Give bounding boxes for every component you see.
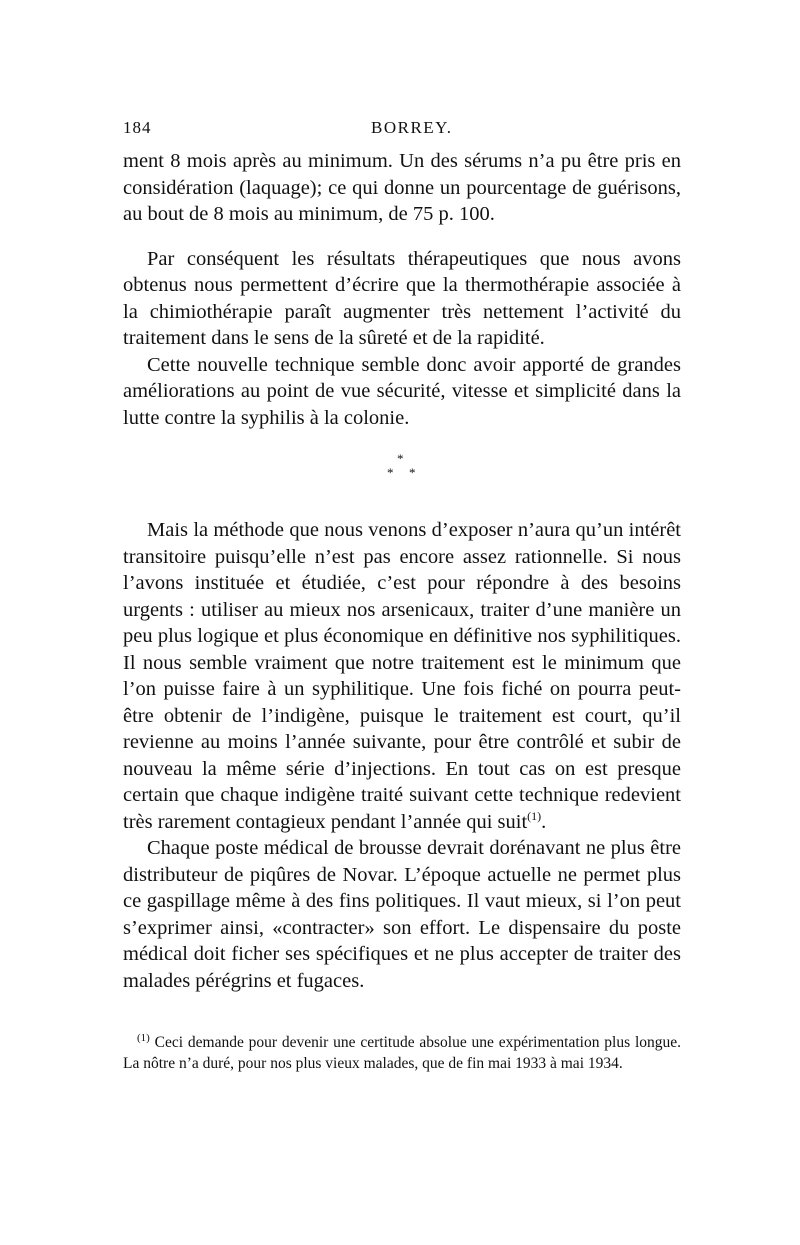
page-header	[123, 118, 681, 148]
footnote-text: Ceci demande pour devenir une certitude absolue une expérimentation plus longue. La nôtre n’a duré, pour nos plus vieux malades, que de fin mai 1933 à mai 1934.	[123, 1034, 682, 1072]
paragraph-continuation: ment 8 mois après au minimum. Un des sérums n’a pu être pris en considération (laquage); ce qui donne un pourcentage de guérisons, au bout de 8 mois au minimum, de 75 p. 100.	[123, 150, 681, 225]
footnote	[123, 1032, 681, 1074]
sentence-end: .	[541, 810, 547, 833]
section-asterism	[123, 431, 681, 517]
paragraph-results: Par conséquent les résultats thérapeutiques que nous avons obtenus nous permettent d’écrire que la thermothérapie associée à la chimiothérapie paraît augmenter très nettement l’activité du traitement dans le sens de la sûreté et de la rapidité.	[123, 247, 681, 349]
book-page	[123, 118, 681, 1074]
running-head: BORREY.	[371, 118, 453, 137]
paragraph-method-text: Mais la méthode que nous venons d’exposer n’aura qu’un intérêt transitoire puisqu’elle n’est pas encore assez rationnelle. Si nous l’avons instituée et étudiée, c’est pour répondre à des besoins urgents : utiliser au mieux nos arsenicaux, traiter d’une manière un peu plus logique et plus économique en définitive nos syphilitiques. Il nous semble vraiment que notre traitement est le minimum que l’on puisse faire à un syphilitique. Une fois fiché on pourra peut-être obtenir de l’indigène, puisque le traitement est court, qu’il revienne au moins l’année suivante, pour être contrôlé et subir de nouveau la même série d’injections. En tout cas on est presque certain que chaque indigène traité suivant cette technique redevient très rarement contagieux pendant l’année qui suit	[123, 519, 681, 833]
paragraph-technique: Cette nouvelle technique semble donc avoir apporté de grandes améliorations au point de vue sécurité, vitesse et simplicité dans la lutte contre la syphilis à la colonie.	[123, 353, 681, 429]
page-number: 184	[123, 118, 152, 137]
footnote-reference: (1)	[527, 808, 542, 823]
asterism-star-left: *	[387, 465, 394, 480]
footnote-marker: (1)	[137, 1031, 150, 1044]
asterism-star-right: *	[409, 465, 416, 480]
paragraph-medical-post: Chaque poste médical de brousse devrait dorénavant ne plus être distributeur de piqûres de Novar. L’époque actuelle ne permet plus ce gaspillage même à des fins politiques. Il vaut mieux, si l’on peut s’exprimer ainsi, «contracter» son effort. Le dispensaire du poste médical doit ficher ses spécifiques et ne plus accepter de traiter des malades pérégrins et fugaces.	[123, 837, 681, 992]
asterism-star-top: *	[397, 451, 404, 466]
paragraph-method	[123, 517, 681, 835]
